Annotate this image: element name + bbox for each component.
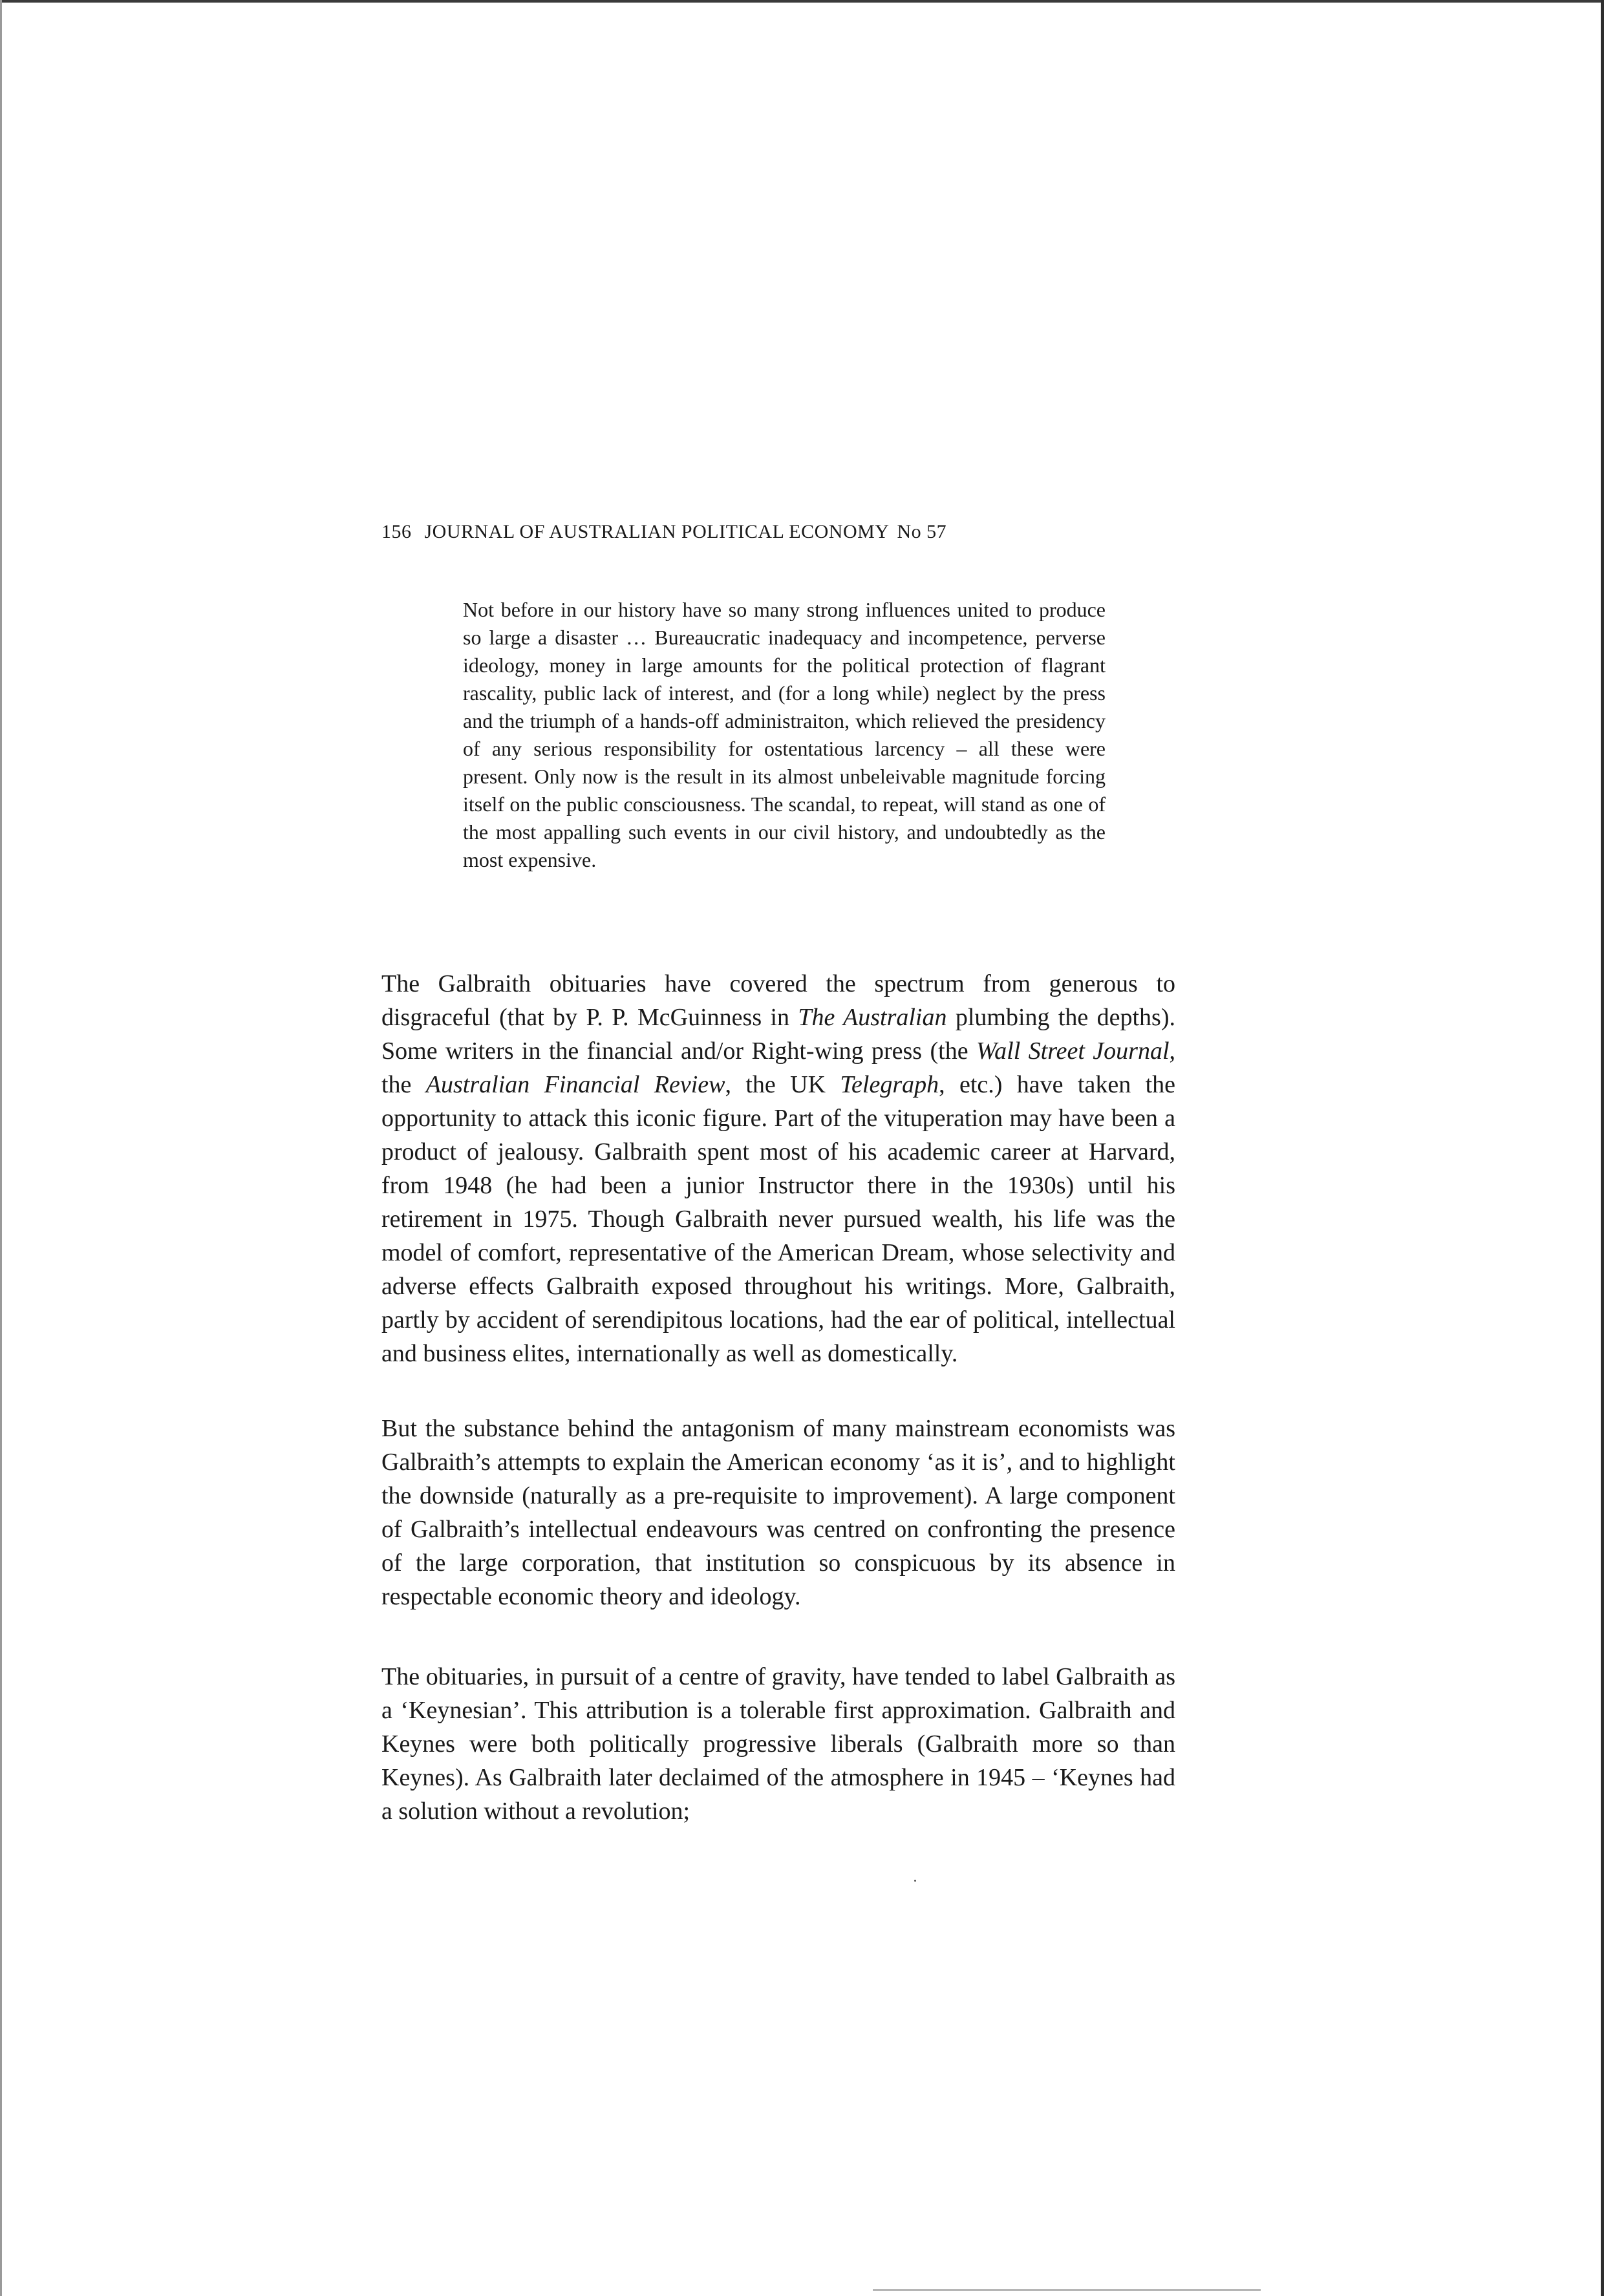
scan-border-top <box>0 0 1604 3</box>
journal-title: JOURNAL OF AUSTRALIAN POLITICAL ECONOMY <box>424 521 890 542</box>
paragraph-text: , the <box>381 1037 1176 1098</box>
block-quotation: Not before in our history have so many strong influences united to produce so large a disaster … Bureaucratic inadequacy and incompetence, perverse ideology, money in large amounts for the political protection of flagrant rascality, public lack of interest, and (for a long while) neglect by the press and the triumph of a hands-off administraiton, which relieved the presidency of any serious responsibility for ostentatious larcency – all these were present. Only now is the result in its almost unbeleivable magnitude forcing itself on the public consciousness. The scandal, to repeat, will stand as one of the most appalling such events in our civil history, and undoubtedly as the most expensive. <box>463 598 1106 871</box>
publication-title: Telegraph <box>840 1071 939 1098</box>
publication-title: Australian Financial Review <box>425 1071 725 1098</box>
paragraph-text: plumbing the depths). Some writers in the financial and/or Right-wing press (the <box>381 1004 1175 1065</box>
publication-title: The Australian <box>798 1004 947 1031</box>
issue-number: No 57 <box>897 521 947 542</box>
paragraph-text: , the UK <box>725 1071 840 1098</box>
scan-border-right <box>1601 0 1604 2296</box>
publication-title: Wall Street Journal <box>976 1037 1170 1065</box>
paragraph-text: The Galbraith obituaries have covered the spectrum from generous to disgraceful (that by P. P. McGuinness in <box>381 970 1175 1031</box>
running-header <box>381 521 946 543</box>
body-paragraph-3: The obituaries, in pursuit of a centre of gravity, have tended to label Galbraith as a ‘Keynesian’. This attribution is a tolerable first approximation. Galbraith and Keynes were both politically progressive liberals (Galbraith more so than Keynes). As Galbraith later declaimed of the atmosphere in 1945 – ‘Keynes had a solution without a revolution; <box>381 1663 1175 1825</box>
scan-border-left <box>0 0 2 2296</box>
scan-border-bottom <box>873 2289 1261 2291</box>
body-paragraph-1 <box>381 967 1175 1370</box>
scan-speck <box>914 1880 916 1882</box>
page-number: 156 <box>381 521 412 542</box>
paragraph-text: , etc.) have taken the opportunity to attack this iconic figure. Part of the vituperation may have been a product of jealousy. Galbraith spent most of his academic career at Harvard, from 1948 (he had been a junior Instructor there in the 1930s) until his retirement in 1975. Though Galbraith never pursued wealth, his life was the model of comfort, representative of the American Dream, whose selectivity and adverse effects Galbraith exposed throughout his writings. More, Galbraith, partly by accident of serendipitous locations, had the ear of political, intellectual and business elites, internationally as well as domestically. <box>381 1071 1175 1367</box>
body-paragraph-2: But the substance behind the antagonism of many mainstream economists was Galbraith’s attempts to explain the American economy ‘as it is’, and to highlight the downside (naturally as a pre-requisite to improvement). A large component of Galbraith’s intellectual endeavours was centred on confronting the presence of the large corporation, that institution so conspicuous by its absence in respectable economic theory and ideology. <box>381 1415 1175 1610</box>
